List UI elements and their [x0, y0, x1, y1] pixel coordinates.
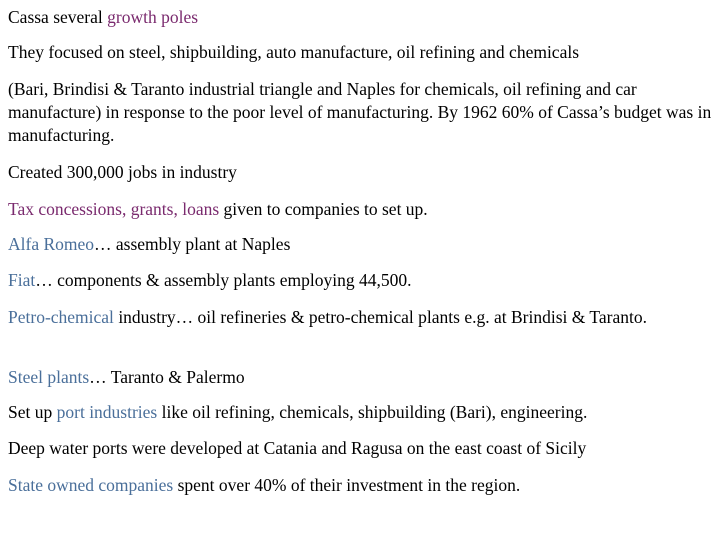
text-run: … Taranto & Palermo: [89, 367, 245, 387]
text-run: Deep water ports were developed at Catania and Ragusa on the east coast of Sicily: [8, 438, 587, 458]
highlighted-term: Tax concessions, grants, loans: [8, 199, 220, 219]
text-run: … components & assembly plants employing 44,500.: [35, 270, 412, 290]
text-run: given to companies to set up.: [219, 199, 428, 219]
paragraph-alfa-romeo: [8, 233, 712, 256]
paragraph-steel-plants: [8, 366, 712, 389]
paragraph-incentives: [8, 198, 712, 221]
text-run: … assembly plant at Naples: [94, 234, 291, 254]
text-run: Created 300,000 jobs in industry: [8, 162, 237, 182]
highlighted-term: Petro-chemical: [8, 307, 114, 327]
paragraph-jobs-created: [8, 161, 712, 184]
paragraph-port-industries: [8, 401, 712, 424]
text-run: They focused on steel, shipbuilding, auto manufacture, oil refining and chemicals: [8, 42, 580, 62]
highlighted-term: State owned companies: [8, 475, 174, 495]
text-run: (Bari, Brindisi & Taranto industrial triangle and Naples for chemicals, oil refining and car manufacture) in response to the poor level of manufacturing. By 1962 60% of Cassa’s budget was in manufacturing.: [8, 79, 712, 145]
highlighted-term: growth poles: [107, 7, 199, 27]
text-run: like oil refining, chemicals, shipbuilding (Bari), engineering.: [157, 402, 588, 422]
text-run: spent over 40% of their investment in the region.: [173, 475, 521, 495]
paragraph-petro-chemical: [8, 306, 712, 329]
paragraph-fiat: [8, 269, 712, 292]
highlighted-term: Steel plants: [8, 367, 90, 387]
paragraph-growth-poles: [8, 6, 712, 29]
text-run: Cassa several: [8, 7, 108, 27]
highlighted-term: Alfa Romeo: [8, 234, 95, 254]
highlighted-term: Fiat: [8, 270, 36, 290]
text-run: industry… oil refineries & petro-chemical plants e.g. at Brindisi & Taranto.: [113, 307, 647, 327]
highlighted-term: port industries: [56, 402, 158, 422]
paragraph-industries-focus: [8, 41, 712, 64]
paragraph-state-companies: [8, 474, 712, 497]
text-run: Set up: [8, 402, 57, 422]
paragraph-deep-water-ports: [8, 437, 712, 460]
paragraph-industrial-triangle: [8, 78, 712, 147]
